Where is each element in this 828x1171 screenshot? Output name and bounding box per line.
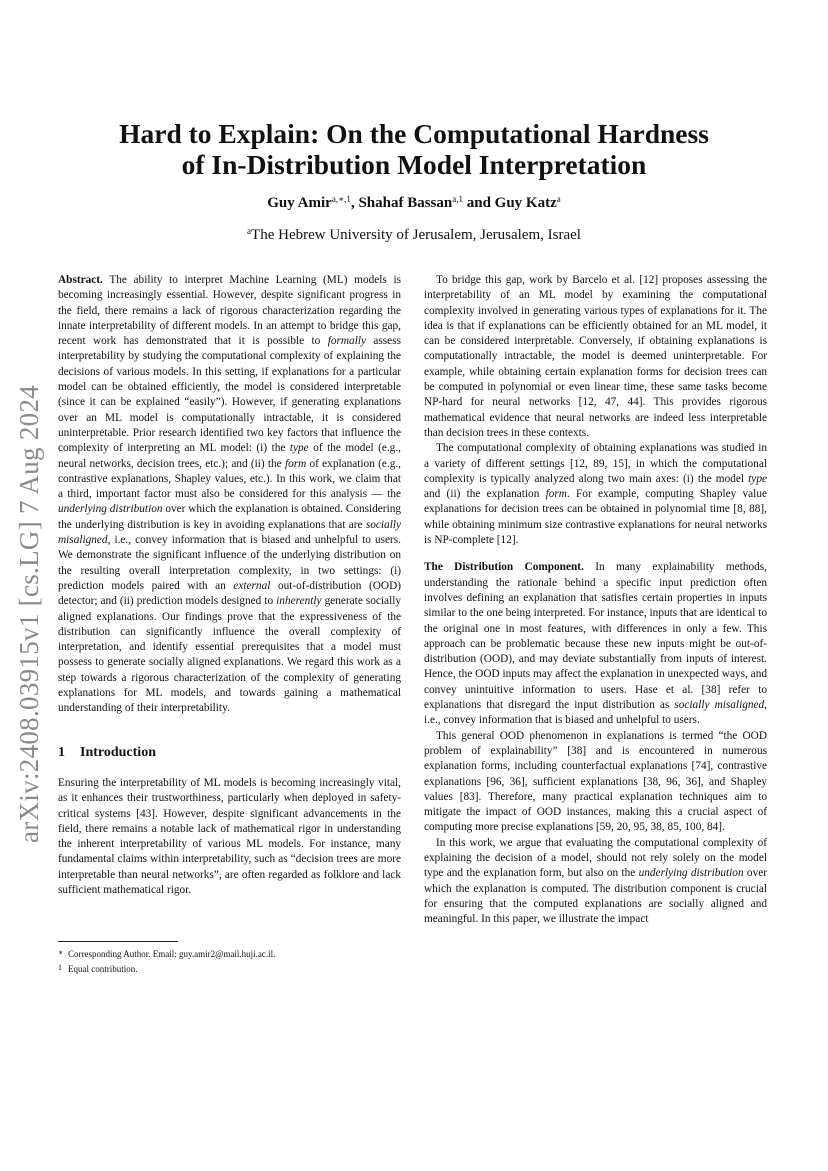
abstract-text: generate socially aligned explanations. Our findings prove that the expressiveness of the distribution can significantly influence the overall complexity of interpretation, and identify essential prerequisites that a model must possess to generate socially aligned explanations. We regard this work as a step towards a rigorous characterization of the complexity of generating explanations for ML models, and towards gaining a mathematical understanding of their interpretability. [58, 595, 401, 715]
abstract-text: The ability to interpret Machine Learning (ML) models is becoming increasingly essential. However, despite significant progress in the field, there remains a lack of rigorous characterization regarding the innate interpretability of different models. In an attempt to bridge this gap, recent work has demonstrated that it is possible to [58, 274, 401, 348]
body-paragraph [424, 441, 767, 548]
paragraph-text: over which the explanation is computed. The distribution component is crucial for ensuring that the computed explanations are socially aligned and meaningful. In this paper, we illustrate the impact [424, 867, 767, 926]
footnote-mark: ∗ [58, 948, 64, 957]
author-name: Shahaf Bassan [358, 195, 453, 211]
abstract-emphasis: underlying distribution [58, 503, 163, 516]
paragraph-emphasis: socially misaligned [674, 699, 765, 712]
paragraph-text: and (ii) the explanation [424, 488, 546, 501]
paper-title [0, 118, 828, 180]
author-name: Guy Katz [494, 195, 557, 211]
affiliation-text: The Hebrew University of Jerusalem, Jerusalem, Israel [251, 227, 581, 243]
footnote-rule [58, 941, 178, 942]
author-affiliation-mark: a,1 [452, 194, 463, 204]
footnotes [58, 946, 401, 976]
abstract-text: assess interpretability by studying the computational complexity of explaining the decisions of various models. In this setting, if explanations for a particular model can be obtained efficiently, the model is considered interpretable (since it can be explained “easily”). However, if generating explanations over an ML model is computationally intractable, it is considered uninterpretable. Prior research identified two key factors that influence the complexity of interpreting an ML model: (i) the [58, 335, 401, 455]
paragraph-emphasis: underlying distribution [638, 867, 744, 880]
author-list [0, 194, 828, 212]
footnote [58, 961, 401, 976]
arxiv-identifier-sidebar: arXiv:2408.03915v1 [cs.LG] 7 Aug 2024 [14, 384, 44, 843]
paragraph-text: In many explainability methods, understanding the rationale behind a specific input prediction often involves defining an explanation that satisfies certain properties in inputs similar to the one being interpreted. For instance, inputs that are identical to the original one in most features, with differences in only a few. This approach can be problematic because these new inputs might be out-of-distribution (OOD), and may deviate substantially from inputs of interest. Hence, the OOD inputs may affect the explanation in unexpected ways, and convey unintuitive information to users. Hase et al. [38] refer to explanations that disregard the input distribution as [424, 561, 767, 712]
run-in-heading: The Distribution Component. [424, 561, 584, 574]
abstract-emphasis: socially misaligned [58, 518, 401, 547]
author-name: Guy Amir [267, 195, 332, 211]
footnote-text: Corresponding Author. Email: guy.amir2@mail.huji.ac.il. [68, 949, 276, 959]
intro-paragraph: Ensuring the interpretability of ML models is becoming increasingly vital, as it enhances their trustworthiness, particularly when deployed in safety-critical systems [43]. However, despite significant advancements in the field, there remains a notable lack of mathematical rigor in understanding the inherent interpretability of various ML models. For instance, many fundamental claims within interpretability, such as “decision trees are more interpretable than neural networks”, are often regarded as folklore and lack sufficient mathematical rigor. [58, 776, 401, 896]
abstract [58, 273, 401, 717]
title-line-2: of In-Distribution Model Interpretation [181, 149, 647, 180]
affiliation-mark: a [247, 226, 252, 236]
left-column [58, 273, 401, 898]
right-column [424, 273, 767, 927]
author-affiliation-mark: a [556, 194, 561, 204]
abstract-emphasis: type [289, 442, 309, 455]
abstract-emphasis: formally [327, 335, 366, 348]
abstract-text: , i.e., convey information that is biased and unhelpful to users. We demonstrate the significant influence of the underlying distribution on the resulting overall interpretation complexity, in two settings: (i) prediction models paired with an [58, 534, 401, 592]
footnote-text: Equal contribution. [68, 964, 138, 974]
paragraph-text: The computational complexity of obtaining explanations was studied in a variety of different settings [12, 89, 15], in which the computational complexity is typically analyzed along two main axes: (i) the model [424, 442, 767, 485]
paragraph-text: . For example, computing Shapley value explanations for decision trees can be obtained in polynomial time [8, 88], while obtaining minimum size contrastive explanations for neural networks is NP-complete [12]. [424, 488, 767, 547]
title-line-1: Hard to Explain: On the Computational Hardness [119, 118, 709, 149]
abstract-emphasis: form [284, 457, 307, 470]
section-title: Introduction [80, 744, 156, 760]
body-paragraph: To bridge this gap, work by Barcelo et al. [12] proposes assessing the interpretability of an ML model by examining the computational complexity involved in generating various types of explanations for it. The idea is that if explanations can be efficiently obtained for an ML model, it can be considered interpretable. Conversely, if obtaining explanations is computationally intractable, the model is deemed uninterpretable. For example, while obtaining certain explanation forms for decision trees can be computed in polynomial or even linear time, these same tasks become NP-hard for neural networks [12, 47, 44]. This provides rigorous mathematical evidence that neural networks are indeed less interpretable than decision trees in these contexts. [424, 274, 767, 439]
paragraph-gap [424, 548, 767, 560]
paragraph-text: In this work, we argue that evaluating the computational complexity of explaining the decision of a model, should not rely solely on the model type and the explanation form, but also on the [424, 836, 767, 880]
author-affiliation-mark: a,∗,1 [331, 194, 351, 204]
author-separator: , [350, 195, 359, 211]
body-paragraph [424, 836, 767, 928]
footnote-mark: 1 [58, 963, 62, 972]
footnote [58, 946, 401, 961]
body-paragraph: This general OOD phenomenon in explanations is termed “the OOD problem of explainability” [38] and is encountered in numerous explanation forms, including counterfactual explanations [74], contrastive explanations [96, 36], sufficient explanations [38, 96, 36], and Shapley values [83]. Therefore, many practical explanation techniques aim to mitigate the impact of OOD instances, making this a crucial aspect of computing more precise explanations [59, 20, 95, 38, 85, 100, 84]. [424, 729, 767, 834]
abstract-text: out-of-distribution (OOD) detector; and (ii) prediction models designed to [58, 579, 401, 608]
body-paragraph [424, 560, 767, 728]
section-heading-introduction [58, 745, 401, 760]
author-separator: and [462, 195, 495, 211]
paragraph-text: , i.e., convey information that is biased and unhelpful to users. [424, 699, 767, 727]
abstract-emphasis: external [233, 579, 271, 592]
affiliation [0, 226, 828, 244]
abstract-text: of the model (e.g., neural networks, decision trees, etc.); and (ii) the [58, 442, 401, 470]
abstract-text: of explanation (e.g., contrastive explanations, Shapley values, etc.). In this work, we claim that a third, important factor must also be considered for this analysis — the [58, 457, 401, 501]
paragraph-emphasis: type [748, 472, 767, 485]
abstract-text: over which the explanation is obtained. Considering the underlying distribution is key in avoiding explanations that are [58, 503, 402, 531]
section-number: 1 [58, 744, 65, 760]
abstract-emphasis: inherently [276, 595, 322, 608]
abstract-label: Abstract. [58, 274, 103, 286]
paragraph-emphasis: form [545, 488, 567, 501]
